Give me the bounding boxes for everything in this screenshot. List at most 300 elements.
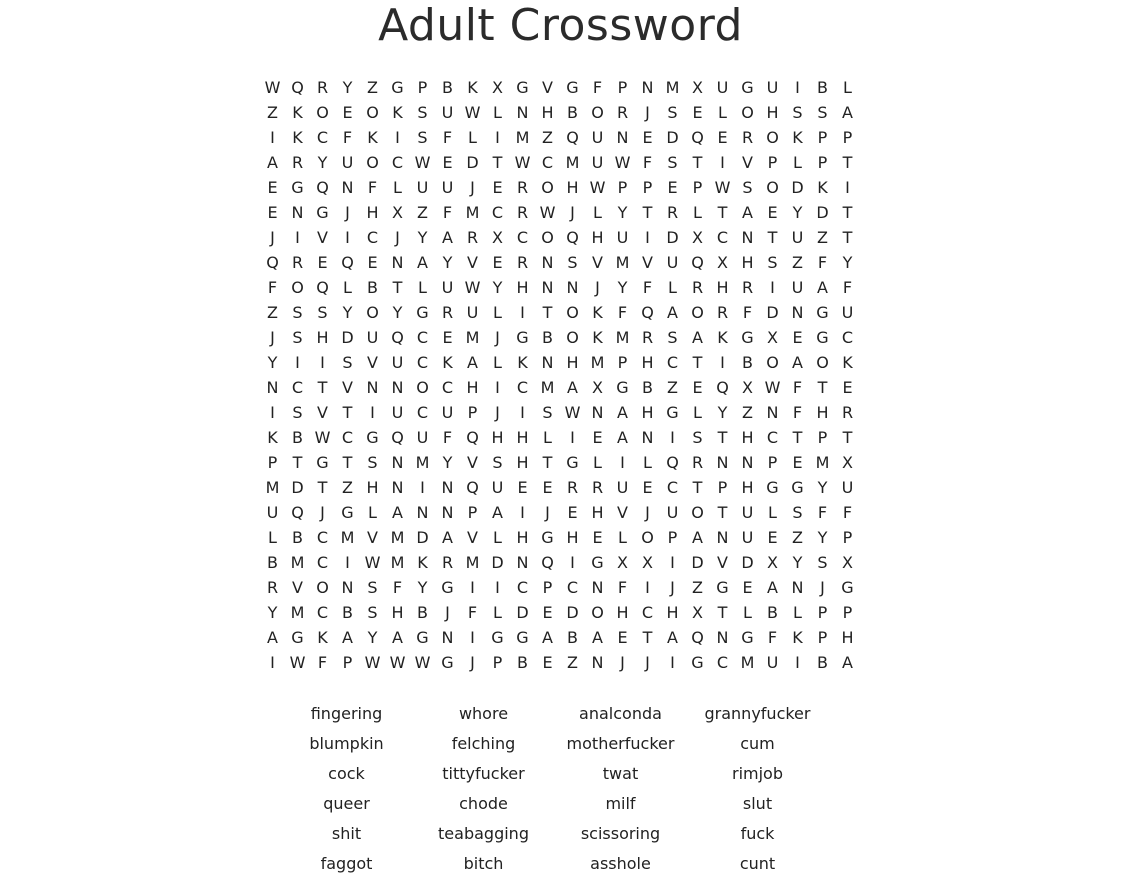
grid-letter: T [642,628,653,647]
grid-letter: I [495,128,500,147]
grid-letter: H [641,353,654,372]
grid-letter: U [441,103,454,122]
grid-letter: W [464,103,481,122]
grid-letter: O [366,103,379,122]
grid-letter: K [592,328,603,347]
grid-letter: N [416,503,429,522]
grid-letter: H [741,428,754,447]
grid-letter: T [392,278,403,297]
word-bank-item: cunt [739,854,776,873]
grid-letter: U [416,428,429,447]
grid-letter: U [341,153,354,172]
grid-letter: F [592,78,603,97]
grid-letter: D [566,603,579,622]
grid-letter: B [442,78,453,97]
word-bank-item: shit [331,824,362,843]
grid-row [260,375,860,400]
grid-letter: Q [316,178,329,197]
grid-letter: B [292,528,303,547]
grid-letter: S [417,103,428,122]
grid-letter: I [795,653,800,672]
grid-letter: W [539,203,556,222]
grid-letter: Y [817,478,828,497]
grid-letter: Q [266,253,279,272]
grid-letter: F [817,253,828,272]
grid-letter: N [591,403,604,422]
grid-letter: N [716,528,729,547]
grid-letter: K [792,628,803,647]
grid-letter: O [566,328,579,347]
grid-letter: S [317,303,328,322]
grid-row [260,300,860,325]
grid-letter: G [366,428,379,447]
grid-letter: L [693,203,702,222]
grid-letter: R [741,128,754,147]
grid-letter: G [841,578,854,597]
word-bank-item: twat [602,764,639,783]
grid-letter: R [591,478,604,497]
grid-letter: U [391,353,404,372]
grid-letter: H [366,203,379,222]
grid-letter: I [645,578,650,597]
grid-row [260,600,860,625]
grid-letter: G [416,303,429,322]
grid-letter: O [816,353,829,372]
word-bank-item: grannyfucker [704,704,811,723]
grid-letter: X [742,378,753,397]
grid-letter: R [266,578,279,597]
grid-letter: G [616,378,629,397]
grid-letter: Z [542,128,553,147]
grid-letter: Q [641,303,654,322]
grid-letter: J [595,278,600,297]
grid-letter: U [766,78,779,97]
grid-row [260,225,860,250]
grid-letter: G [666,403,679,422]
grid-letter: R [441,553,454,572]
grid-letter: R [691,278,704,297]
grid-letter: Q [291,503,304,522]
grid-letter: Q [716,378,729,397]
grid-letter: T [792,428,803,447]
grid-letter: L [493,353,502,372]
grid-letter: G [316,453,329,472]
grid-letter: X [692,228,703,247]
grid-letter: N [766,403,779,422]
grid-letter: H [466,378,479,397]
grid-letter: U [791,278,804,297]
grid-letter: V [642,253,653,272]
grid-letter: S [492,453,503,472]
grid-letter: R [741,278,754,297]
grid-letter: Q [391,428,404,447]
grid-letter: W [414,653,431,672]
grid-letter: I [520,303,525,322]
grid-letter: Y [792,553,803,572]
grid-letter: T [717,603,728,622]
grid-letter: Y [342,78,353,97]
grid-letter: G [391,78,404,97]
grid-letter: H [841,628,854,647]
grid-letter: I [795,78,800,97]
grid-letter: F [642,278,653,297]
grid-letter: W [714,178,731,197]
grid-letter: Y [392,303,403,322]
grid-letter: M [465,203,480,222]
grid-letter: P [717,478,728,497]
grid-letter: N [516,103,529,122]
grid-letter: A [817,278,828,297]
word-bank-item: cum [740,734,775,753]
grid-letter: C [516,378,529,397]
grid-letter: B [567,103,578,122]
grid-letter: R [566,478,579,497]
grid-letter: S [742,178,753,197]
grid-letter: R [466,228,479,247]
grid-letter: N [716,628,729,647]
grid-letter: O [691,303,704,322]
grid-letter: T [492,153,503,172]
grid-letter: A [392,503,403,522]
grid-letter: C [716,228,729,247]
word-bank-item: queer [323,794,370,813]
grid-letter: Y [267,353,278,372]
grid-letter: J [270,228,275,247]
grid-letter: I [495,378,500,397]
word-bank-item: fingering [310,704,383,723]
grid-letter: X [767,328,778,347]
grid-letter: O [366,303,379,322]
grid-letter: R [691,453,704,472]
grid-letter: O [591,103,604,122]
grid-letter: F [467,603,478,622]
grid-letter: P [542,578,553,597]
grid-letter: Z [267,303,278,322]
word-bank-item: motherfucker [566,734,675,753]
grid-letter: Y [317,153,328,172]
grid-letter: O [766,178,779,197]
grid-letter: L [843,78,852,97]
grid-row [260,175,860,200]
grid-letter: A [417,253,428,272]
grid-row [260,400,860,425]
grid-letter: E [517,478,528,497]
grid-letter: S [567,253,578,272]
grid-letter: M [465,328,480,347]
grid-letter: M [615,253,630,272]
grid-letter: H [391,603,404,622]
grid-letter: P [767,453,778,472]
grid-letter: P [417,78,428,97]
grid-letter: A [667,628,678,647]
grid-letter: T [692,353,703,372]
grid-letter: P [817,628,828,647]
grid-letter: Z [742,403,753,422]
grid-letter: U [416,178,429,197]
grid-letter: L [268,528,277,547]
grid-letter: G [566,453,579,472]
grid-row [260,550,860,575]
grid-letter: F [392,578,403,597]
grid-letter: K [592,303,603,322]
grid-letter: I [270,403,275,422]
grid-letter: J [495,328,500,347]
grid-letter: A [467,353,478,372]
grid-letter: I [470,628,475,647]
grid-letter: Y [367,628,378,647]
grid-letter: T [717,503,728,522]
grid-letter: U [791,228,804,247]
grid-letter: Z [567,653,578,672]
grid-letter: N [716,453,729,472]
grid-letter: E [267,178,278,197]
grid-letter: K [467,78,478,97]
grid-row [260,475,860,500]
grid-letter: S [817,103,828,122]
grid-letter: J [620,653,625,672]
grid-letter: A [742,203,753,222]
grid-letter: H [591,228,604,247]
grid-letter: Z [817,228,828,247]
grid-letter: H [566,178,579,197]
grid-letter: U [491,478,504,497]
grid-letter: H [591,503,604,522]
grid-letter: X [492,78,503,97]
grid-letter: T [842,228,853,247]
grid-letter: L [343,278,352,297]
grid-letter: Q [466,428,479,447]
grid-letter: O [541,228,554,247]
grid-letter: V [342,378,353,397]
grid-letter: A [842,103,853,122]
grid-letter: I [295,228,300,247]
grid-letter: L [793,153,802,172]
grid-letter: I [495,578,500,597]
grid-letter: O [741,103,754,122]
grid-letter: L [468,128,477,147]
grid-letter: E [642,478,653,497]
grid-letter: P [467,503,478,522]
grid-letter: J [645,103,650,122]
word-bank-item: bitch [463,854,504,873]
grid-letter: Z [342,478,353,497]
word-bank [278,699,826,879]
grid-letter: C [516,228,529,247]
grid-letter: D [291,478,304,497]
grid-letter: T [842,428,853,447]
grid-letter: E [542,653,553,672]
grid-letter: H [666,603,679,622]
grid-letter: T [317,478,328,497]
grid-letter: L [543,428,552,447]
grid-letter: N [591,578,604,597]
grid-letter: P [767,153,778,172]
grid-letter: L [593,203,602,222]
grid-letter: E [542,478,553,497]
grid-letter: E [767,528,778,547]
grid-letter: V [467,528,478,547]
grid-letter: B [767,603,778,622]
grid-letter: N [266,378,279,397]
grid-letter: P [467,403,478,422]
grid-letter: E [692,103,703,122]
grid-letter: N [441,628,454,647]
grid-letter: T [317,378,328,397]
grid-letter: H [716,278,729,297]
grid-letter: Q [341,253,354,272]
grid-letter: M [390,528,405,547]
grid-letter: E [842,378,853,397]
grid-letter: K [517,353,528,372]
grid-letter: K [817,178,828,197]
grid-row [260,200,860,225]
grid-letter: D [516,603,529,622]
grid-row [260,75,860,100]
grid-letter: U [266,503,279,522]
grid-letter: U [591,128,604,147]
grid-letter: L [418,278,427,297]
grid-letter: F [792,403,803,422]
grid-letter: I [270,128,275,147]
grid-letter: C [641,603,654,622]
grid-letter: U [366,328,379,347]
grid-letter: R [316,78,329,97]
grid-letter: N [541,253,554,272]
grid-letter: T [692,478,703,497]
grid-letter: Y [492,278,503,297]
grid-letter: A [617,403,628,422]
grid-letter: N [441,503,454,522]
grid-letter: Y [617,278,628,297]
grid-letter: N [391,253,404,272]
grid-letter: H [766,103,779,122]
grid-letter: T [842,153,853,172]
grid-letter: R [716,303,729,322]
grid-letter: D [491,553,504,572]
grid-row [260,450,860,475]
grid-row [260,625,860,650]
grid-letter: I [270,653,275,672]
grid-letter: K [842,353,853,372]
grid-row [260,650,860,675]
grid-letter: B [342,603,353,622]
grid-letter: I [670,428,675,447]
grid-letter: L [743,603,752,622]
grid-letter: P [617,78,628,97]
grid-letter: E [442,328,453,347]
grid-letter: J [320,503,325,522]
grid-letter: B [267,553,278,572]
grid-letter: C [366,228,379,247]
grid-letter: A [792,353,803,372]
grid-letter: T [817,378,828,397]
grid-letter: K [367,128,378,147]
grid-letter: C [316,128,329,147]
grid-letter: D [341,328,354,347]
grid-letter: R [516,203,529,222]
grid-letter: E [492,253,503,272]
grid-letter: I [770,278,775,297]
grid-letter: F [842,503,853,522]
grid-letter: P [342,653,353,672]
grid-letter: U [591,153,604,172]
grid-letter: V [292,578,303,597]
grid-letter: J [470,178,475,197]
grid-letter: D [816,203,829,222]
grid-letter: G [516,628,529,647]
grid-letter: E [717,128,728,147]
grid-letter: Y [817,528,828,547]
grid-letter: I [320,353,325,372]
grid-letter: W [614,153,631,172]
grid-letter: B [417,603,428,622]
grid-letter: N [741,228,754,247]
grid-letter: P [642,178,653,197]
grid-letter: I [845,178,850,197]
grid-letter: F [617,578,628,597]
grid-letter: E [542,603,553,622]
grid-letter: I [345,228,350,247]
grid-letter: K [392,103,403,122]
grid-letter: X [842,553,853,572]
grid-letter: H [741,478,754,497]
grid-letter: S [342,353,353,372]
grid-letter: S [292,303,303,322]
grid-letter: W [564,403,581,422]
grid-letter: M [290,603,305,622]
grid-letter: E [792,328,803,347]
grid-letter: U [616,478,629,497]
grid-letter: F [342,128,353,147]
grid-letter: B [542,328,553,347]
grid-letter: G [441,653,454,672]
grid-letter: X [492,228,503,247]
grid-letter: V [367,528,378,547]
grid-letter: L [493,528,502,547]
grid-letter: L [793,603,802,622]
grid-letter: W [514,153,531,172]
grid-letter: R [291,153,304,172]
letter-grid [260,75,860,675]
grid-letter: F [817,503,828,522]
grid-row [260,325,860,350]
grid-letter: C [666,478,679,497]
grid-letter: D [741,553,754,572]
grid-letter: C [566,578,579,597]
grid-letter: E [492,178,503,197]
grid-letter: H [516,528,529,547]
word-bank-item: blumpkin [309,734,384,753]
grid-letter: U [441,403,454,422]
grid-letter: V [367,353,378,372]
grid-letter: V [467,253,478,272]
grid-letter: H [516,278,529,297]
grid-row [260,525,860,550]
word-bank-item: tittyfucker [442,764,525,783]
grid-letter: G [741,78,754,97]
grid-letter: K [267,428,278,447]
grid-letter: W [289,653,306,672]
grid-letter: Y [267,603,278,622]
grid-letter: Y [842,253,853,272]
grid-letter: X [642,553,653,572]
grid-letter: H [516,428,529,447]
grid-letter: G [291,178,304,197]
grid-letter: N [291,203,304,222]
grid-letter: P [667,528,678,547]
grid-letter: T [292,453,303,472]
grid-letter: D [666,228,679,247]
